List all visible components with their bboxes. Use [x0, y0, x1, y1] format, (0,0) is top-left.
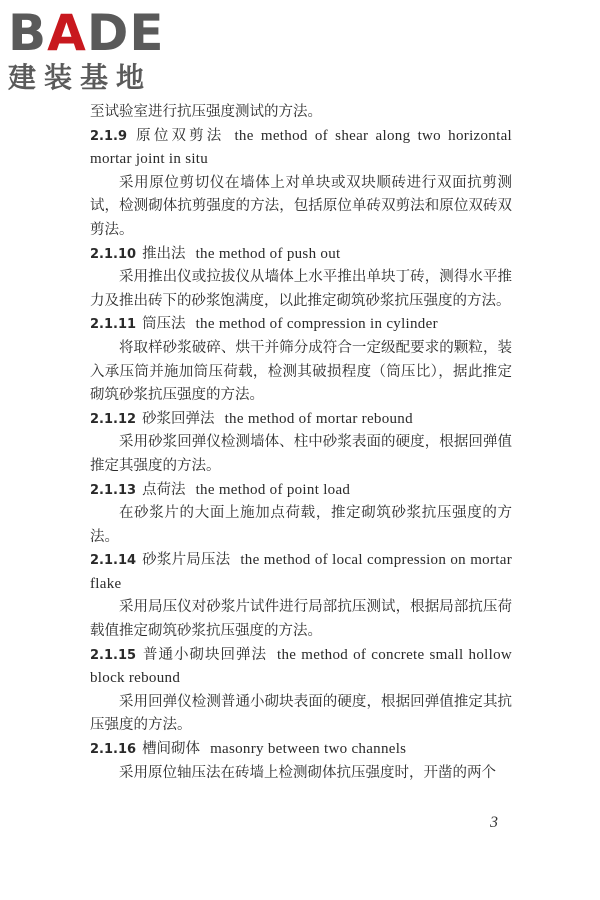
term-english: the method of concrete small hollow block rebound — [90, 646, 513, 687]
term-chinese: 砂浆回弹法 — [142, 410, 215, 427]
term-chinese: 筒压法 — [142, 316, 186, 333]
term-definition: 采用回弹仪检测普通小砌块表面的硬度，根据回弹值推定其抗压强度的方法。 — [90, 693, 512, 734]
term-english: the method of local compression on mortar flake — [90, 552, 512, 592]
term-english: the method of shear along two horizontal mortar joint in situ — [90, 127, 512, 168]
term-heading — [90, 313, 512, 337]
term-definition: 采用原位轴压法在砖墙上检测砌体抗压强度时，开凿的两个 — [119, 764, 496, 781]
term-english: the method of mortar rebound — [224, 410, 413, 427]
term-chinese: 砂浆片局压法 — [142, 552, 231, 569]
term-definition: 采用砂浆回弹仪检测墙体、柱中砂浆表面的硬度，根据回弹值推定其强度的方法。 — [90, 434, 512, 474]
term-chinese: 点荷法 — [142, 481, 186, 498]
term-english: the method of push out — [195, 245, 341, 262]
term-heading — [90, 125, 512, 172]
term-chinese: 槽间砌体 — [142, 741, 201, 758]
brand-logo — [8, 6, 178, 96]
term-heading — [90, 408, 512, 432]
term-heading — [90, 479, 512, 503]
term-english: the method of compression in cylinder — [195, 316, 438, 333]
term-english: masonry between two channels — [210, 741, 407, 758]
term-definition: 采用推出仪或拉拔仪从墙体上水平推出单块丁砖，测得水平推力及推出砖下的砂浆饱满度，以此推定砌筑砂浆抗压强度的方法。 — [90, 269, 512, 309]
term-definition: 将取样砂浆破碎、烘干并筛分成符合一定级配要求的颗粒，装入承压筒并施加筒压荷载，检测其破损程度（筒压比），据此推定砌筑砂浆抗压强度的方法。 — [90, 339, 512, 404]
term-chinese: 普通小砌块回弹法 — [142, 646, 268, 663]
term-number: 2.1.10 — [90, 246, 137, 262]
term-number: 2.1.15 — [90, 647, 137, 663]
term-definition: 采用局压仪对砂浆片试件进行局部抗压测试，根据局部抗压荷载值推定砌筑砂浆抗压强度的方法。 — [90, 599, 512, 640]
document-body — [90, 101, 512, 785]
term-number: 2.1.11 — [90, 317, 137, 333]
term-heading — [90, 738, 512, 762]
term-heading — [90, 243, 512, 267]
page-number: 3 — [490, 814, 498, 831]
term-number: 2.1.13 — [90, 482, 137, 498]
logo-wordmark: BADE — [8, 4, 165, 62]
logo-subtitle: 建装基地 — [8, 61, 153, 94]
term-number: 2.1.14 — [90, 553, 137, 569]
term-heading — [90, 644, 512, 691]
term-number: 2.1.16 — [90, 742, 137, 758]
term-english: the method of point load — [195, 481, 351, 498]
term-chinese: 推出法 — [142, 245, 186, 262]
term-number: 2.1.12 — [90, 411, 137, 427]
term-heading — [90, 549, 512, 596]
term-number: 2.1.9 — [90, 128, 128, 144]
term-chinese: 原位双剪法 — [133, 127, 225, 144]
intro-text: 至试验室进行抗压强度测试的方法。 — [90, 104, 322, 120]
term-definition: 采用原位剪切仪在墙体上对单块或双块顺砖进行双面抗剪测试，检测砌体抗剪强度的方法，包括原位单砖双剪法和原位双砖双剪法。 — [90, 174, 512, 238]
term-definition: 在砂浆片的大面上施加点荷载，推定砌筑砂浆抗压强度的方法。 — [90, 505, 512, 545]
